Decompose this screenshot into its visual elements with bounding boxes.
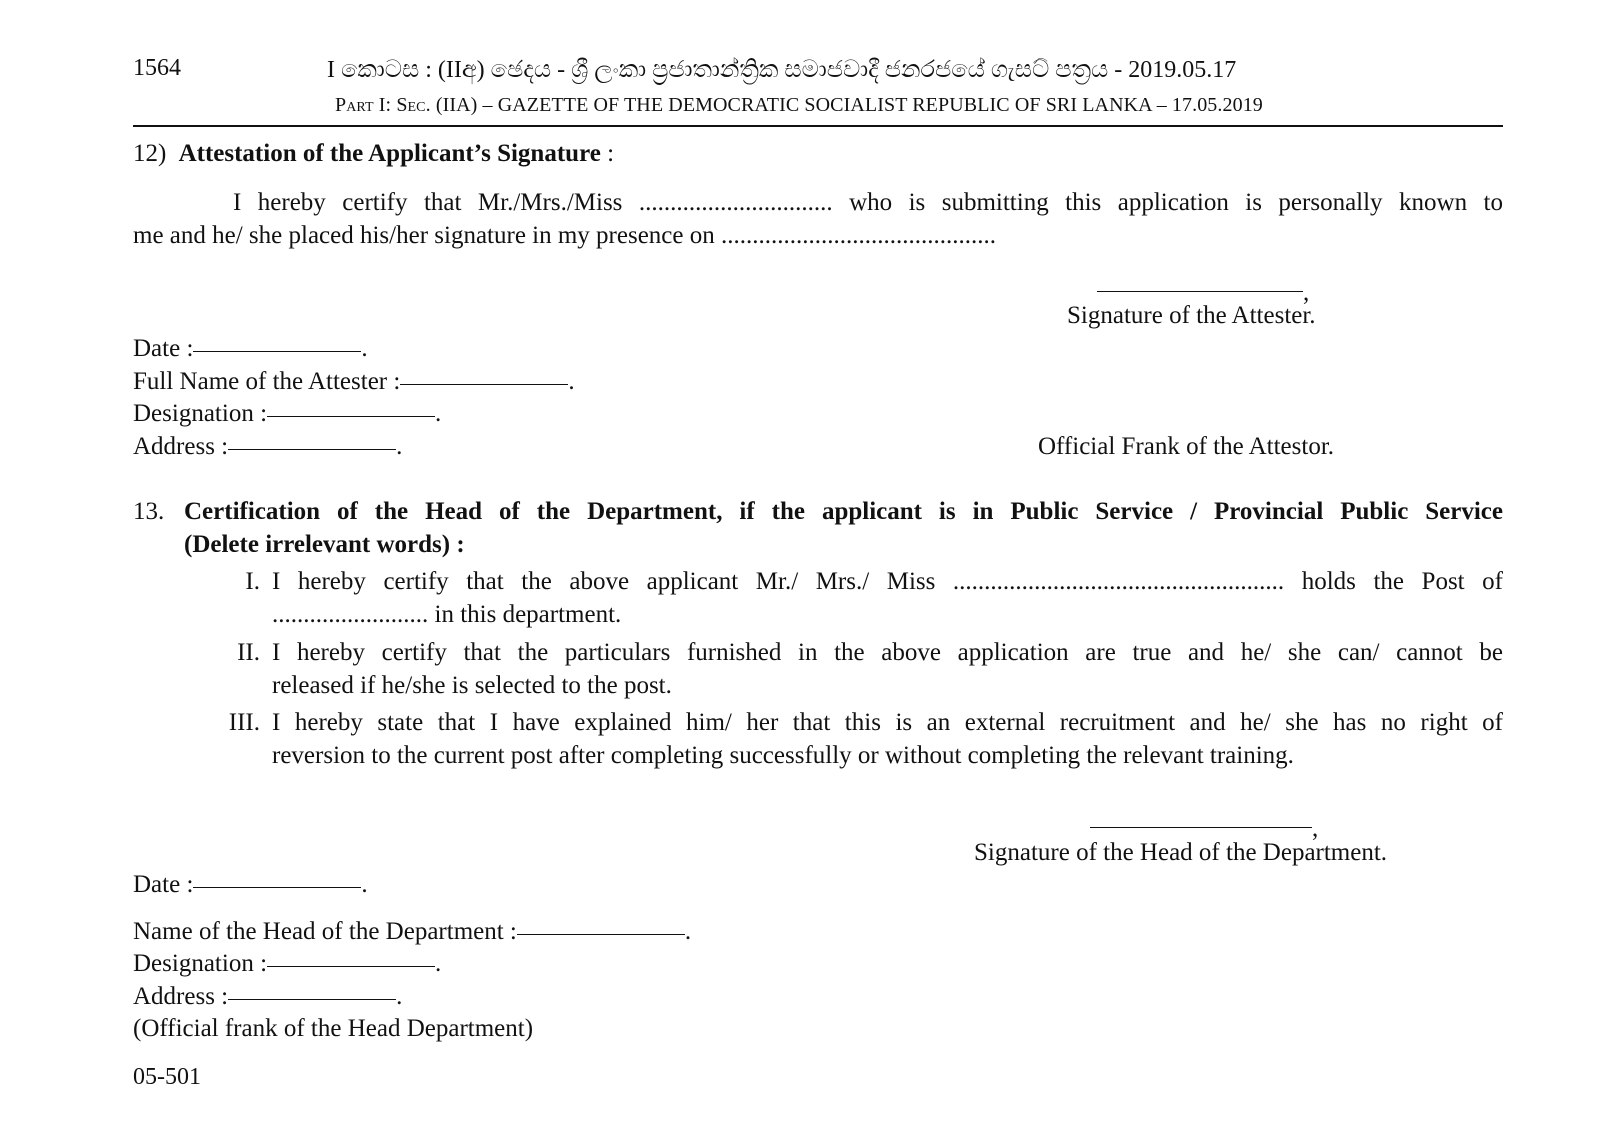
part-label: Part I [335, 94, 386, 116]
section-12-line-1: I hereby certify that Mr./Mrs./Miss ............................... who is submitting this application is personally known to [233, 189, 1503, 216]
field-label: Full Name of the Attester : [133, 368, 401, 395]
blank-line [517, 934, 685, 935]
item-line-1: I hereby certify that the particulars furnished in the above application are true and he/ she can/ cannot be [272, 639, 1503, 666]
head-date-field [133, 868, 368, 901]
field-end: . [361, 871, 368, 898]
item-numeral: II. [237, 639, 260, 666]
field-end: . [435, 950, 442, 977]
gazette-title-english [335, 89, 1263, 122]
field-label: Address : [133, 433, 229, 460]
item-line-1: I hereby certify that the above applicant Mr./ Mrs./ Miss ..................................................... holds the Post of [272, 568, 1503, 595]
blank-line [400, 384, 568, 385]
head-signature-line [1090, 827, 1312, 828]
attester-frank-caption: Official Frank of the Attestor. [1038, 433, 1335, 460]
field-end: . [568, 368, 575, 395]
section-12-line-2: me and he/ she placed his/her signature in my presence on ............................................ [133, 222, 997, 249]
field-label: Address : [133, 983, 229, 1010]
section-12-number: 12) [133, 140, 167, 167]
head-signature-caption: Signature of the Head of the Department. [974, 839, 1388, 866]
item-text [272, 565, 1503, 631]
field-label: Date : [133, 335, 194, 362]
gazette-title-rest: (IIA) – GAZETTE OF THE DEMOCRATIC SOCIALIST REPUBLIC OF SRI LANKA – 17.05.2019 [430, 94, 1263, 116]
item-numeral: III. [228, 709, 260, 736]
section-12-title-suffix: : [600, 140, 615, 167]
field-end: . [684, 918, 692, 945]
sec-separator: : [385, 94, 397, 116]
field-end: . [361, 335, 368, 362]
head-name-field [133, 915, 691, 948]
head-signature-comma: , [1312, 815, 1319, 842]
item-line-2: reversion to the current post after completing successfully or without completing the relevant training. [272, 742, 1294, 769]
field-label: Date : [133, 871, 194, 898]
field-label: Designation : [133, 400, 268, 427]
field-end: . [396, 983, 403, 1010]
blank-line [228, 999, 396, 1000]
attester-name-field [133, 365, 575, 398]
head-address-field [133, 980, 402, 1013]
field-end: . [396, 433, 403, 460]
attester-signature-comma: , [1303, 279, 1310, 306]
field-label: Name of the Head of the Department : [133, 918, 517, 945]
field-label: Designation : [133, 950, 268, 977]
head-designation-field [133, 947, 441, 980]
blank-line [193, 351, 361, 352]
attester-address-field [133, 430, 402, 463]
item-line-2: released if he/she is selected to the post. [272, 672, 672, 699]
attester-signature-caption: Signature of the Attester. [1067, 302, 1316, 329]
attester-date-field [133, 332, 368, 365]
item-line-2: ......................... in this department. [272, 601, 622, 628]
section-12-heading [133, 137, 614, 170]
section-13-title-line-2: (Delete irrelevant words) : [184, 531, 465, 558]
item-numeral: I. [245, 568, 260, 595]
gazette-title-sinhala: I කොටස : (IIඅ) ඡෙදය - ශ්‍රී ලංකා ප්‍රජාතාන්ත්‍රික සමාජවාදී ජනරජයේ ගැසට් පත්‍රය - 2019.05.17 [327, 57, 1237, 83]
blank-line [267, 416, 435, 417]
item-line-1: I hereby state that I have explained him/ her that this is an external recruitment and he/ she has no right of [272, 709, 1503, 736]
attester-signature-line [1097, 291, 1303, 292]
section-13-title-line-1: Certification of the Head of the Department, if the applicant is in Public Service / Provincial Public Service [184, 498, 1503, 525]
section-13-title [184, 495, 1503, 561]
item-text [272, 636, 1503, 702]
head-frank-note: (Official frank of the Head Department) [133, 1015, 534, 1042]
field-end: . [435, 400, 442, 427]
blank-line [267, 966, 435, 967]
section-12-paragraph [133, 186, 1503, 252]
blank-line [193, 887, 361, 888]
item-text [272, 706, 1503, 772]
attester-designation-field [133, 397, 441, 430]
section-13-number: 13. [133, 498, 165, 525]
blank-line [228, 449, 396, 450]
sec-label: Sec. [396, 94, 431, 116]
page-number: 1564 [133, 55, 181, 81]
section-12-title: Attestation of the Applicant’s Signature [178, 140, 601, 167]
header-divider [133, 125, 1503, 127]
footer-code: 05-501 [133, 1064, 201, 1090]
